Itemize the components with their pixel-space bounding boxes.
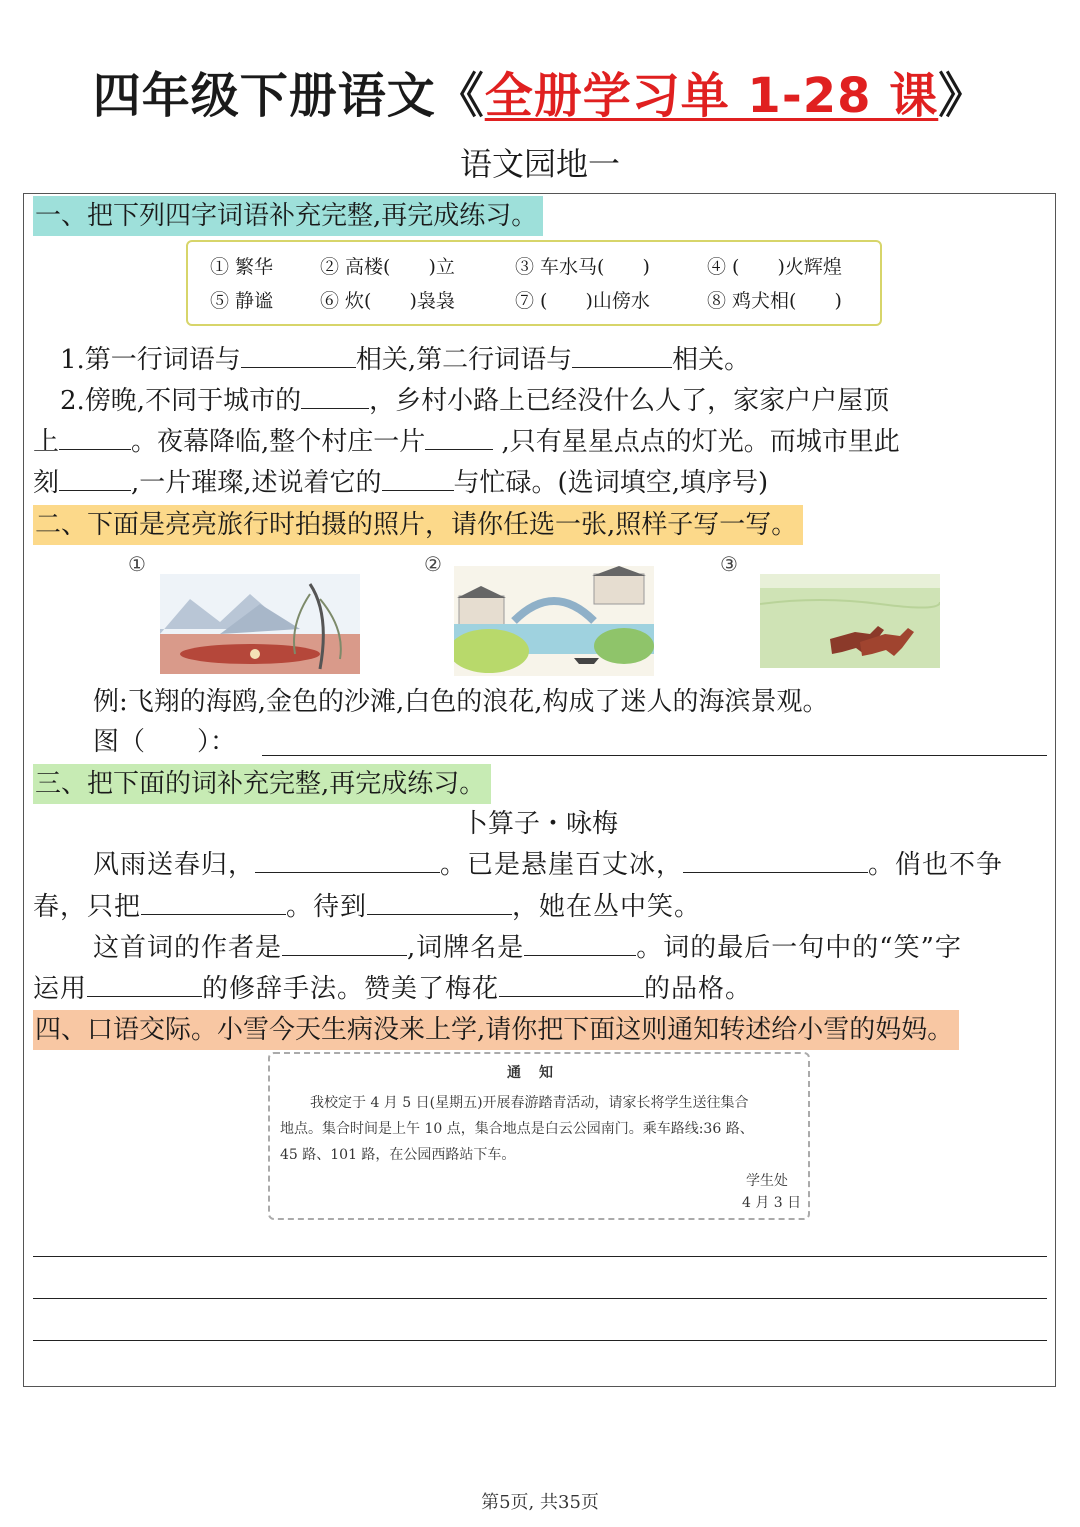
notice-line: 我校定于 4 月 5 日(星期五)开展春游踏青活动，请家长将学生送往集合 — [310, 1095, 749, 1111]
word-item: ① 繁华 — [210, 256, 274, 278]
blank[interactable] — [524, 927, 636, 956]
q2-text: 刻 — [33, 468, 60, 498]
q2-text: 2.傍晚,不同于城市的 — [60, 386, 302, 416]
photo-2 — [424, 552, 654, 672]
answer-label: 图（ ）： — [93, 727, 237, 757]
poem-line-2 — [33, 886, 701, 927]
q2-line-2 — [33, 421, 900, 462]
q2-text: ,只有星星点点的灯光。而城市里此 — [493, 427, 900, 457]
q2-text: ，乡村小路上已经没什么人了，家家户户屋顶 — [369, 386, 890, 416]
q1-text-b: 相关,第二行词语与 — [355, 345, 573, 375]
writing-line[interactable] — [33, 1256, 1047, 1257]
title-highlight: 全册学习单 1-28 课 — [484, 68, 939, 124]
blank[interactable] — [59, 421, 131, 450]
q2-text: 与忙碌。(选词填空,填序号) — [453, 468, 769, 498]
photo-number: ② — [424, 552, 442, 576]
title-prefix: 四年级下册语文《 — [92, 68, 485, 124]
notice-title: 通知 — [507, 1065, 571, 1081]
answer-blank[interactable] — [262, 755, 1047, 756]
word-item: ④ ( )火辉煌 — [707, 256, 842, 278]
writing-line[interactable] — [33, 1340, 1047, 1341]
poem-text: 春，只把 — [33, 892, 142, 922]
blank[interactable] — [572, 339, 672, 368]
blank[interactable] — [87, 968, 202, 997]
poem-text: ,词牌名是 — [407, 933, 525, 963]
notice-sign: 学生处 — [746, 1173, 788, 1189]
word-box — [186, 240, 882, 326]
poem-title: 卜算子・咏梅 — [461, 809, 618, 839]
blank[interactable] — [683, 844, 868, 873]
notice-card — [268, 1052, 810, 1220]
poem-text: 风雨送春归， — [93, 850, 256, 880]
writing-line[interactable] — [33, 1298, 1047, 1299]
photo-3 — [720, 552, 950, 672]
notice-line: 地点。集合时间是上午 10 点，集合地点是白云公园南门。乘车路线:36 路、 — [280, 1121, 754, 1137]
photo-number: ① — [128, 552, 146, 576]
poem-text: 。待到 — [286, 892, 368, 922]
poem-text: 这首词的作者是 — [93, 933, 283, 963]
section1-heading: 一、把下列四字词语补充完整,再完成练习。 — [33, 196, 543, 236]
q2-text: 。夜幕降临,整个村庄一片 — [131, 427, 426, 457]
section4-heading: 四、口语交际。小雪今天生病没来上学,请你把下面这则通知转述给小雪的妈妈。 — [33, 1010, 959, 1050]
q2-line-3 — [33, 462, 768, 503]
q2-text: 上 — [33, 427, 60, 457]
word-item: ② 高楼( )立 — [320, 256, 455, 278]
q1-text-c: 相关。 — [672, 345, 751, 375]
blank[interactable] — [59, 462, 131, 491]
photo-number: ③ — [720, 552, 738, 576]
q1-line — [60, 339, 750, 380]
page-footer: 第5页, 共35页 — [481, 1492, 599, 1513]
photo-1 — [128, 552, 358, 672]
poem-line-1 — [93, 844, 1003, 885]
subtitle: 语文园地一 — [459, 145, 620, 183]
word-item: ⑤ 静谧 — [210, 290, 274, 312]
blank[interactable] — [241, 339, 356, 368]
poem-text: 。俏也不争 — [868, 850, 1004, 880]
blank[interactable] — [301, 380, 369, 409]
poem-text: 的修辞手法。赞美了梅花 — [202, 974, 500, 1004]
poem-line-4 — [33, 968, 752, 1009]
section3-heading: 三、把下面的词补充完整,再完成练习。 — [33, 764, 491, 804]
poem-text: 。词的最后一句中的“笑”字 — [636, 933, 962, 963]
river-landscape-image — [160, 574, 360, 674]
blank[interactable] — [382, 462, 454, 491]
title-suffix: 》 — [938, 68, 988, 124]
page-title — [0, 66, 1080, 126]
q2-text: ,一片璀璨,述说着它的 — [131, 468, 382, 498]
poem-text: ，她在丛中笑。 — [512, 892, 702, 922]
poem-text: 的品格。 — [644, 974, 753, 1004]
example-line: 例:飞翔的海鸥,金色的沙滩,白色的浪花,构成了迷人的海滨景观。 — [93, 687, 829, 717]
poem-text: 运用 — [33, 974, 88, 1004]
water-town-image — [454, 566, 654, 676]
word-item: ⑥ 炊( )袅袅 — [320, 290, 455, 312]
word-item: ③ 车水马( ) — [515, 256, 650, 278]
horses-grassland-image — [760, 574, 940, 668]
blank[interactable] — [367, 886, 512, 915]
poem-text: 。已是悬崖百丈冰， — [440, 850, 684, 880]
blank[interactable] — [255, 844, 440, 873]
q1-text-a: 1.第一行词语与 — [60, 345, 241, 375]
blank[interactable] — [141, 886, 286, 915]
blank[interactable] — [425, 421, 493, 450]
q2-line-1 — [60, 380, 889, 421]
notice-date: 4 月 3 日 — [742, 1195, 802, 1211]
blank[interactable] — [282, 927, 407, 956]
word-item: ⑧ 鸡犬相( ) — [707, 290, 842, 312]
section2-heading: 二、下面是亮亮旅行时拍摄的照片，请你任选一张,照样子写一写。 — [33, 505, 803, 545]
blank[interactable] — [499, 968, 644, 997]
notice-line: 45 路、101 路，在公园西路站下车。 — [280, 1147, 516, 1163]
poem-line-3 — [93, 927, 962, 968]
answer-line — [93, 722, 236, 762]
word-item: ⑦ ( )山傍水 — [515, 290, 650, 312]
